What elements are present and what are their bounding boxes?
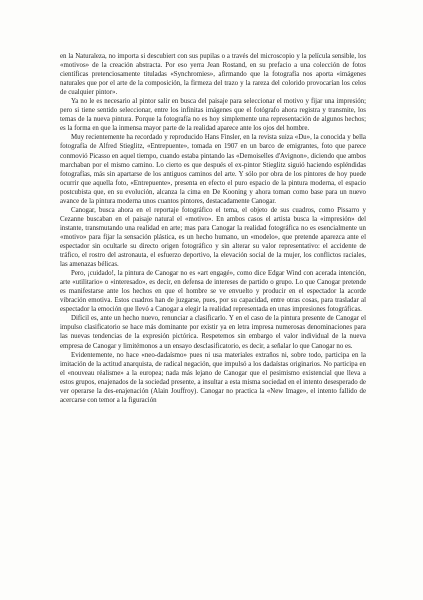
- paragraph-7: Evidentemente, no hace «neo-dadaísmo» pues ni usa materiales extraños ni, sobre todo, participa en la imitación de la actitud anarquista, de radical negación, que impulsó a los dadaístas originarios. No participa en el «nouveau réalisme» a la europea; nada más lejano de Canogar que el pesimismo existencial que lleva a estos grupos, enajenados de la sociedad presente, a insultar a esta misma sociedad en el intento desesperado de ver operarse la des-enajenación (Alain Jouffroy). Canogar no practica la «New Image», el intento fallido de acercarse con temor a la figuración: [60, 351, 366, 404]
- body-text: [60, 52, 366, 405]
- paragraph-1: en la Naturaleza, no importa si descubiert con sus pupilas o a través del microscopio y la película sensible, los «motivos» de la creación abstracta. Por eso yerra Jean Rostand, en su prefacio a una colección de fotos científicas pretenciosamente tituladas «Synchromies», afirmando que la fotografía nos aporta «imágenes naturales que por el arte de la composición, la firmeza del trazo y la rareza del colorido provocarían los celos de cualquier pintor».: [60, 53, 366, 97]
- paragraph-4: Canogar, busca ahora en el reportaje fotográfico el tema, el objeto de sus cuadros, como Pissarro y Cezanne buscaban en el paisaje natural el «motivo». En ambos casos el artista busca la «impresión» del instante, transmutando una realidad en arte; mas para Canogar la realidad fotográfica no es esencialmente un «motivo» para fijar la sensación plástica, es un hecho humano, un «modelo», que pretende aparezca ante el espectador sin ocultarle su directo origen fotográfico y sin alterar su valor representativo: el accidente de tráfico, el rostro del astronauta, el esfuerzo deportivo, la elevación social de la mujer, los conflictos raciales, las amenazas bélicas.: [60, 206, 366, 269]
- paragraph-2: Ya no le es necesario al pintor salir en busca del paisaje para seleccionar el motivo y fijar una impresión; pero si tiene sentido seleccionar, entre los infinitas imágenes que el fotógrafo ahora registra y transmite, los temas de la nueva pintura. Porque la fotografía no es hoy simplemente una representación de algunos hechos; es la forma en que la inmensa mayor parte de la realidad aparece ante los ojos del hombre.: [60, 98, 366, 133]
- paragraph-5: Pero, ¡cuidado!, la pintura de Canogar no es «art engagé», como dice Edgar Wind con acerada intención, arte «utilitario» o «interesado», es decir, en defensa de intereses de partido o grupo. Lo que Canogar pretende es manifestarse ante los hechos en que el hombre se ve envuelto y producir en el espectador la acorde vibración emotiva. Estos cuadros han de juzgarse, pues, por su capacidad, entre otras cosas, para trasladar al espectador la emoción que llevó a Canogar a elegir la realidad representada en unas impresiones fotográficas.: [60, 270, 366, 314]
- paragraph-3: Muy recientemente ha recordado y reproducido Hans Finsler, en la revista suiza «Du», la conocida y bella fotografía de Alfred Stieglitz, «Entrepuente», tomada en 1907 en un barco de emigrantes, foto que parece conmovió Picasso en aquel tiempo, cuando estaba pintando las «Demoiselles d'Avignon», diciendo que ambos marchaban por el mismo camino. Lo cierto es que después el ex-pintor Stieglitz siguió haciendo espléndidas fotografías, más sin apartarse de los antiguos caminos del arte. Y sólo por obra de los pintores de hoy puede ocurrir que aquella foto, «Entrepuente», presenta en efecto el puro espacio de la pintura moderna, el espacio postcubista que, en su evolución, alcanza la cima en De Kooning y ahora toman como base para un nuevo avance de la pintura moderna unos cuantos pintores, destacadamente Canogar.: [60, 134, 366, 205]
- paragraph-6: Difícil es, ante un hecho nuevo, renunciar a clasificarlo. Y en el caso de la pintura presente de Canogar el impulso clasificatorio se hace más dominante por existir ya en letra impresa numerosas denominaciones para las nuevas tendencias de la expresión pictórica. Respetemos sin embargo el valor individual de la nueva empresa de Canogar y limitémonos a un ensayo desclasificatorio, es decir, a señalar lo que Canogar no es.: [60, 315, 366, 350]
